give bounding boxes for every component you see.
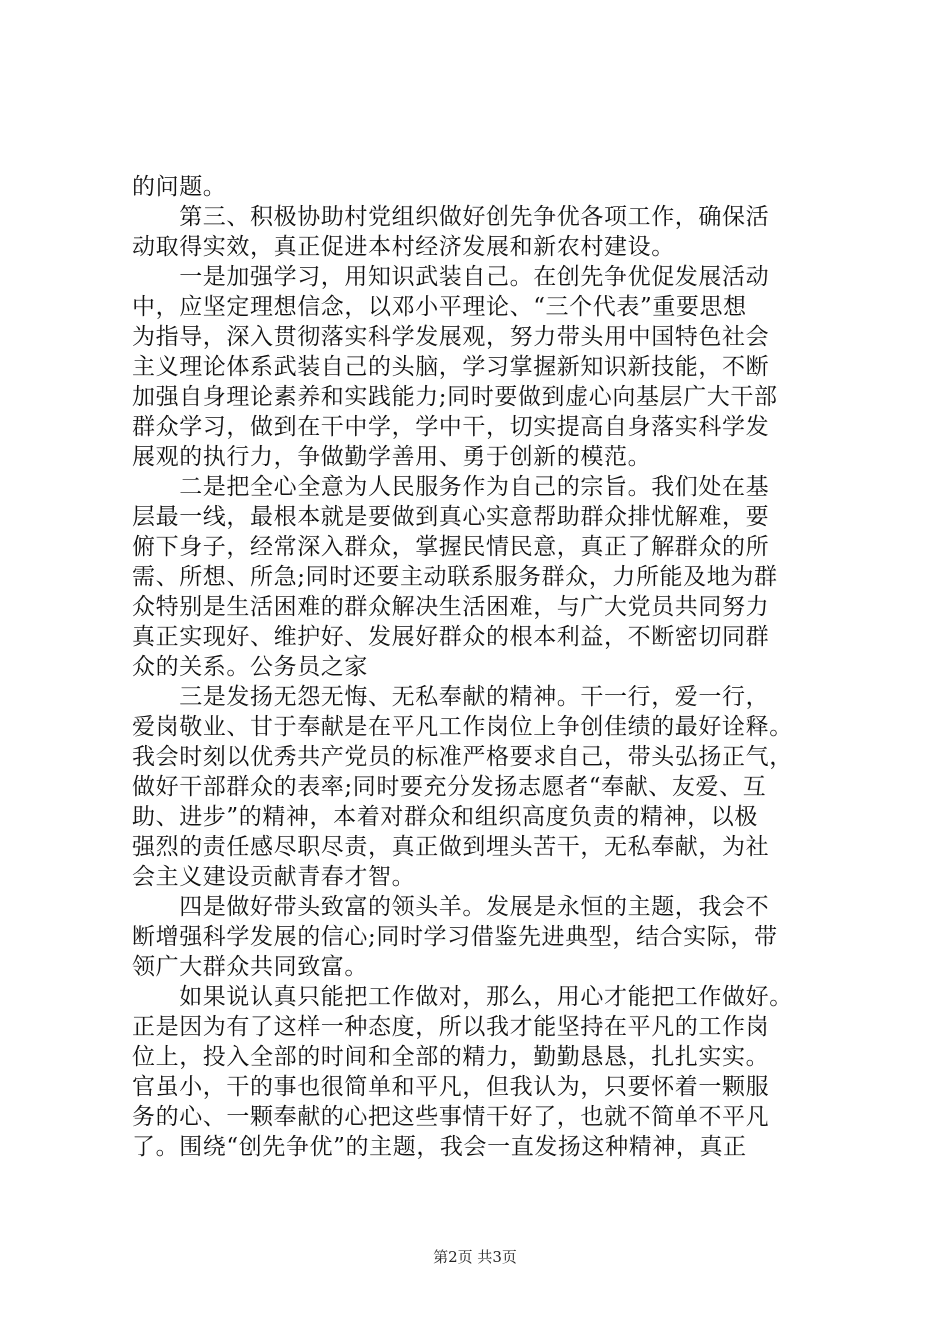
text-line: 强烈的责任感尽职尽责，真正做到埋头苦干，无私奉献，为社 xyxy=(132,834,770,860)
text-line: 为指导，深入贯彻落实科学发展观，努力带头用中国特色社会 xyxy=(132,324,770,350)
text-line: 位上，投入全部的时间和全部的精力，勤勤恳恳，扎扎实实。 xyxy=(132,1044,770,1070)
text-line: 领广大群众共同致富。 xyxy=(132,954,368,980)
text-line: 二是把全心全意为人民服务作为自己的宗旨。我们处在基 xyxy=(132,474,770,500)
text-line: 层最一线，最根本就是要做到真心实意帮助群众排忧解难，要 xyxy=(132,504,770,530)
text-line: 三是发扬无怨无悔、无私奉献的精神。干一行，爱一行， xyxy=(132,684,770,710)
text-line: 断增强科学发展的信心;同时学习借鉴先进典型，结合实际，带 xyxy=(132,924,778,950)
text-line: 爱岗敬业、甘于奉献是在平凡工作岗位上争创佳绩的最好诠释。 xyxy=(132,714,793,740)
text-line: 众特别是生活困难的群众解决生活困难，与广大党员共同努力 xyxy=(132,594,770,620)
text-line: 会主义建设贡献青春才智。 xyxy=(132,864,416,890)
text-line: 真正实现好、维护好、发展好群众的根本利益，不断密切同群 xyxy=(132,624,770,650)
text-line: 俯下身子，经常深入群众，掌握民情民意，真正了解群众的所 xyxy=(132,534,770,560)
text-line: 加强自身理论素养和实践能力;同时要做到虚心向基层广大干部 xyxy=(132,384,778,410)
text-line: 动取得实效，真正促进本村经济发展和新农村建设。 xyxy=(132,234,675,260)
text-line: 中，应坚定理想信念，以邓小平理论、“三个代表”重要思想 xyxy=(132,294,747,320)
text-line: 官虽小，干的事也很简单和平凡，但我认为，只要怀着一颗服 xyxy=(132,1074,770,1100)
text-line: 第三、积极协助村党组织做好创先争优各项工作，确保活 xyxy=(132,204,770,230)
text-line: 一是加强学习，用知识武装自己。在创先争优促发展活动 xyxy=(132,264,770,290)
text-line: 主义理论体系武装自己的头脑，学习掌握新知识新技能，不断 xyxy=(132,354,770,380)
text-line: 助、进步”的精神，本着对群众和组织高度负责的精神，以极 xyxy=(132,804,758,830)
text-line: 我会时刻以优秀共产党员的标准严格要求自己，带头弘扬正气， xyxy=(132,744,793,770)
text-line: 展观的执行力，争做勤学善用、勇于创新的模范。 xyxy=(132,444,652,470)
document-body xyxy=(132,172,832,1162)
text-line: 众的关系。公务员之家 xyxy=(132,654,368,680)
text-line: 的问题。 xyxy=(132,174,227,200)
text-line: 务的心、一颗奉献的心把这些事情干好了，也就不简单不平凡 xyxy=(132,1104,770,1130)
text-line: 做好干部群众的表率;同时要充分发扬志愿者“奉献、友爱、互 xyxy=(132,774,767,800)
text-line: 如果说认真只能把工作做对，那么，用心才能把工作做好。 xyxy=(132,984,793,1010)
text-line: 需、所想、所急;同时还要主动联系服务群众，力所能及地为群 xyxy=(132,564,778,590)
text-line: 群众学习，做到在干中学，学中干，切实提高自身落实科学发 xyxy=(132,414,770,440)
text-line: 了。围绕“创先争优”的主题，我会一直发扬这种精神，真正 xyxy=(132,1134,747,1160)
text-line: 正是因为有了这样一种态度，所以我才能坚持在平凡的工作岗 xyxy=(132,1014,770,1040)
page-footer: 第2页 共3页 xyxy=(433,1248,517,1266)
text-line: 四是做好带头致富的领头羊。发展是永恒的主题，我会不 xyxy=(132,894,770,920)
